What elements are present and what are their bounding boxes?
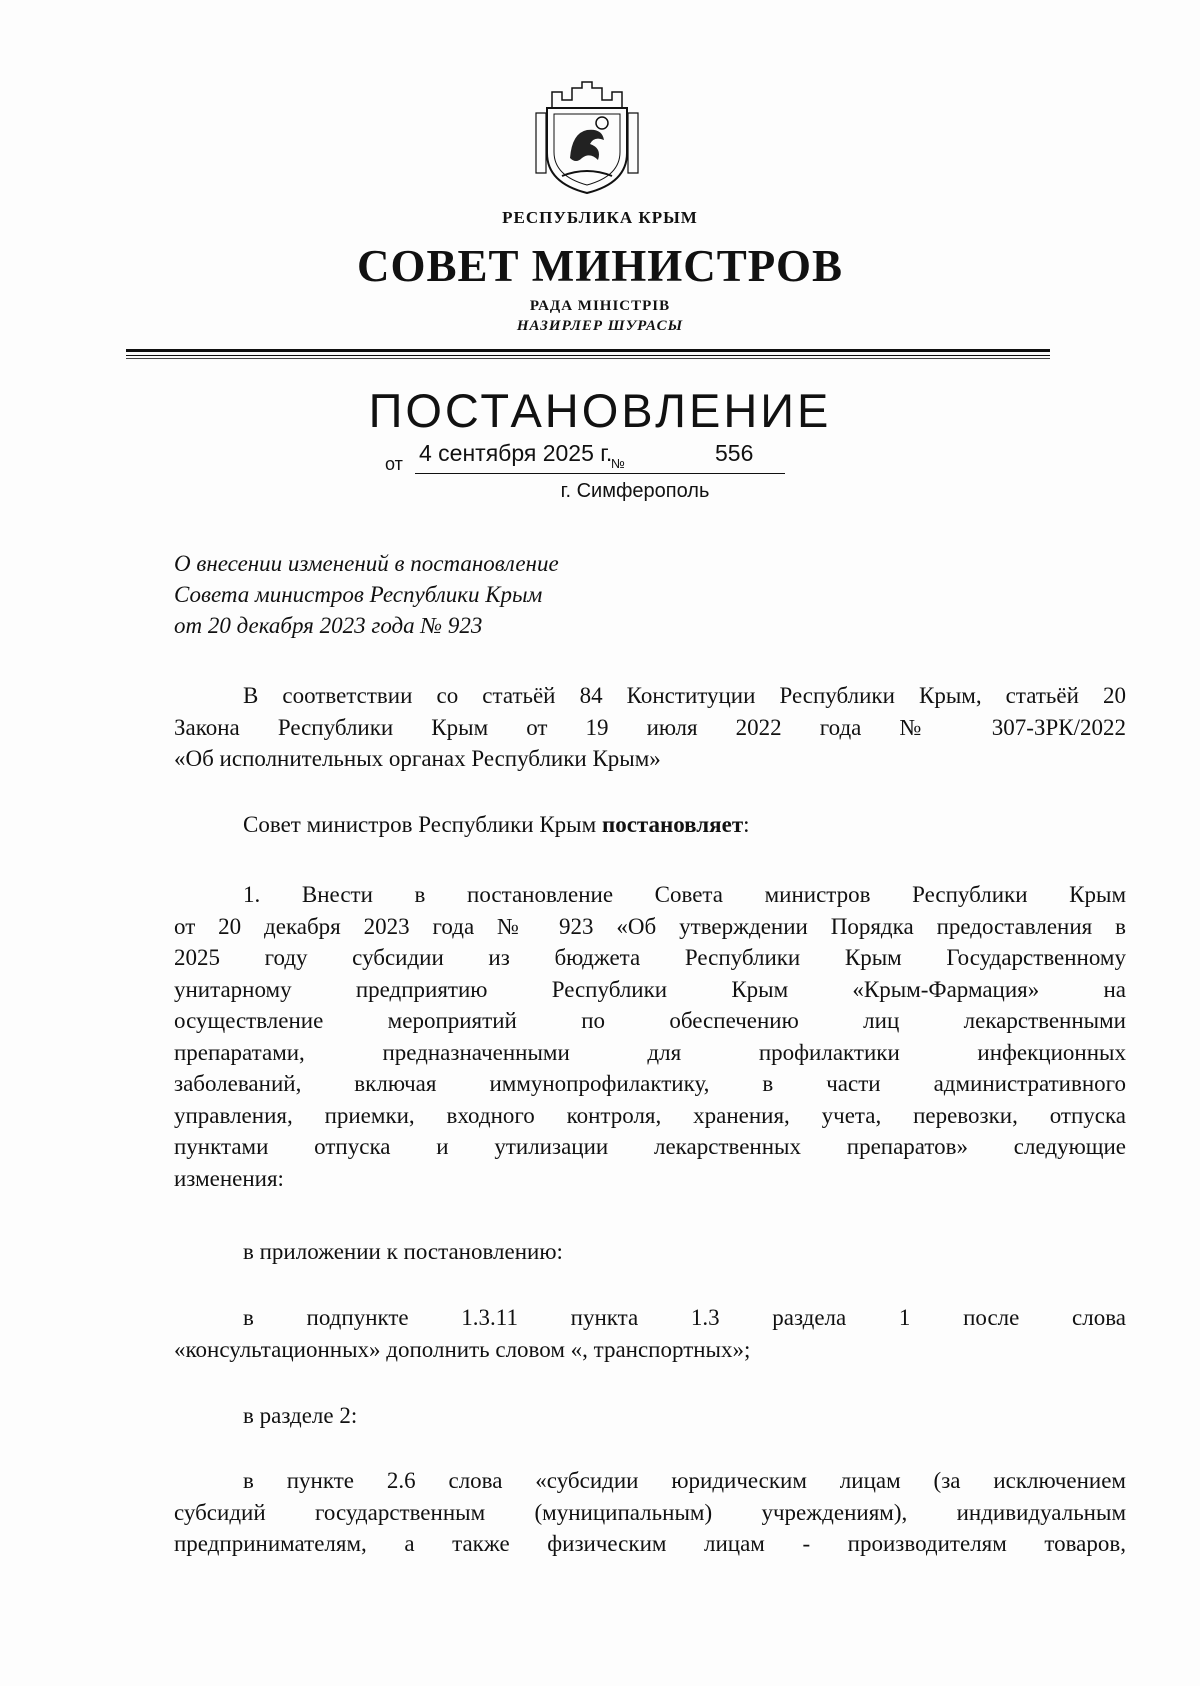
- header-council-ukrainian: РАДА МІНІСТРІВ: [529, 298, 671, 314]
- paragraph-line: В соответствии со статьёй 84 Конституции Республики Крым, статьёй 20: [243, 683, 1126, 708]
- paragraph-line: 1. Внести в постановление Совета министров Республики Крым: [243, 882, 1126, 907]
- date-prefix: от: [385, 454, 403, 474]
- paragraph-line: «Об исполнительных органах Республики Крым»: [174, 746, 661, 771]
- header-rule-thin-2: [126, 358, 1050, 359]
- date-number-line: [385, 440, 805, 478]
- paragraph-annex: в приложении к постановлению:: [243, 1239, 563, 1264]
- paragraph-line: заболеваний, включая иммунопрофилактику, в части административного: [174, 1071, 1126, 1096]
- document-city: г. Симферополь: [560, 480, 710, 502]
- paragraph-subitem-1-3-11: [174, 1302, 1126, 1365]
- paragraph-line: в подпункте 1.3.11 пункта 1.3 раздела 1 после слова: [243, 1305, 1126, 1330]
- paragraph-line: в пункте 2.6 слова «субсидии юридическим лицам (за исключением: [243, 1468, 1126, 1493]
- subject-line: О внесении изменений в постановление: [174, 551, 559, 576]
- date-underline: [415, 473, 785, 474]
- header-republic: РЕСПУБЛИКА КРЫМ: [502, 208, 698, 227]
- paragraph-line: препаратами, предназначенными для профилактики инфекционных: [174, 1039, 1126, 1065]
- paragraph-line: управления, приемки, входного контроля, хранения, учета, перевозки, отпуска: [174, 1102, 1126, 1128]
- decides-text: Совет министров Республики Крым: [243, 812, 602, 837]
- paragraph-line: предпринимателям, а также физическим лицам - производителям товаров,: [174, 1531, 1126, 1556]
- paragraph-item-1: [174, 879, 1126, 1194]
- paragraph-line: субсидий государственным (муниципальным) учреждениям), индивидуальным: [174, 1499, 1126, 1525]
- decides-colon: :: [743, 812, 750, 837]
- paragraph-line: пунктами отпуска и утилизации лекарственных препаратов» следующие: [174, 1134, 1126, 1159]
- header-council-crimean-tatar: НАЗИРЛЕР ШУРАСЫ: [516, 318, 684, 334]
- paragraph-line: «консультационных» дополнить словом «, транспортных»;: [174, 1336, 751, 1362]
- header-rule-thick: [126, 349, 1050, 352]
- paragraph-item-2-6: [174, 1465, 1126, 1560]
- header-council-name: СОВЕТ МИНИСТРОВ: [356, 241, 844, 291]
- decides-keyword: постановляет: [601, 812, 744, 837]
- header-rule-thin: [126, 355, 1050, 356]
- paragraph-line: 2025 году субсидии из бюджета Республики Крым Государственному: [174, 945, 1126, 970]
- paragraph-line: изменения:: [174, 1165, 284, 1191]
- document-number: 556: [715, 440, 754, 466]
- paragraph-decides: [174, 809, 1126, 841]
- paragraph-legal-basis: [174, 680, 1126, 775]
- paragraph-line: унитарному предприятию Республики Крым «Крым-Фармация» на: [174, 976, 1126, 1002]
- number-label: №: [611, 456, 625, 471]
- paragraph-line: Закона Республики Крым от 19 июля 2022 года № 307-ЗРК/2022: [174, 714, 1126, 740]
- document-date: 4 сентября 2025 г.: [419, 440, 613, 466]
- paragraph-line: от 20 декабря 2023 года № 923 «Об утверждении Порядка предоставления в: [174, 913, 1126, 939]
- document-type-title: ПОСТАНОВЛЕНИЕ: [368, 384, 832, 437]
- paragraph-section-2: в разделе 2:: [243, 1403, 358, 1428]
- paragraph-line: осуществление мероприятий по обеспечению лиц лекарственными: [174, 1008, 1126, 1033]
- document-subject: [174, 548, 559, 641]
- coat-of-arms-emblem: [532, 78, 642, 198]
- subject-line: Совета министров Республики Крым: [174, 582, 543, 607]
- subject-line: от 20 декабря 2023 года № 923: [174, 613, 483, 638]
